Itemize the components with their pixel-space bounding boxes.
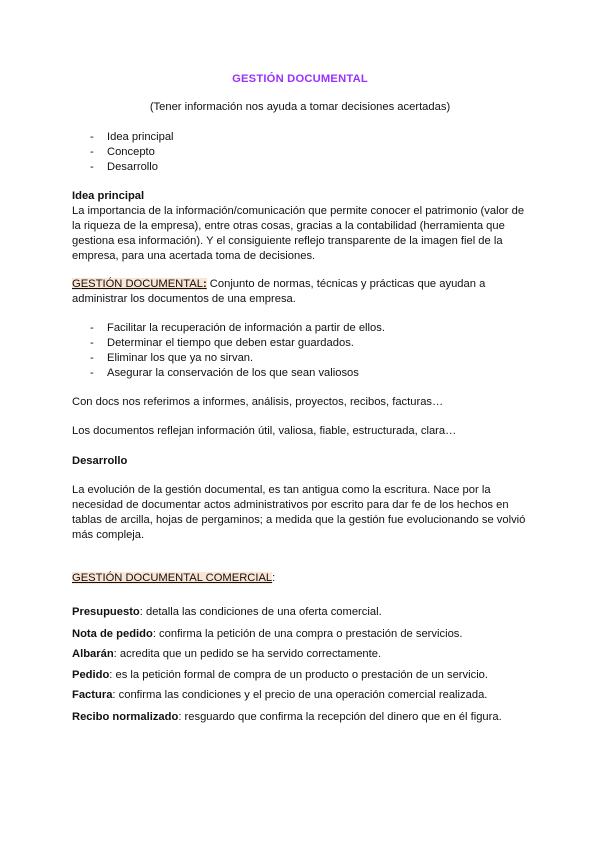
- definition-item: [72, 688, 542, 703]
- document-title: GESTIÓN DOCUMENTAL: [232, 73, 368, 85]
- definition-item: [72, 605, 542, 620]
- definition-term: Factura: [72, 689, 113, 701]
- definition-term: Nota de pedido: [72, 628, 153, 640]
- definition-desc: : acredita que un pedido se ha servido correctamente.: [113, 648, 382, 660]
- definition-desc: : confirma las condiciones y el precio de una operación comercial realizada.: [112, 689, 488, 701]
- development-heading: Desarrollo: [72, 455, 128, 467]
- definition-item: [72, 647, 542, 662]
- paragraph-line: empresa, para una acertada toma de decisiones.: [72, 250, 316, 262]
- paragraph-line: la riqueza de la empresa), entre otras cosas, gracias a la contabilidad (herramienta que: [72, 220, 505, 232]
- paragraph-line: gestiona esa información). Y el consiguiente reflejo transparente de la imagen fiel de la: [72, 235, 503, 247]
- highlighted-term: GESTIÓN DOCUMENTAL COMERCIAL: [72, 572, 273, 584]
- definition-desc: : es la petición formal de compra de un producto o prestación de un servicio.: [109, 669, 489, 681]
- outline-list: [90, 130, 174, 175]
- highlighted-term: GESTIÓN DOCUMENTAL: [72, 278, 203, 290]
- paragraph-line: necesidad de documentar actos administrativos por escrito para dar fe de los hechos en: [72, 499, 509, 511]
- paragraph-line: tablas de arcilla, hojas de pergaminos; a medida que la gestión fue evolucionando se volvió: [72, 514, 526, 526]
- list-item: - Facilitar la recuperación de información a partir de ellos.: [90, 321, 385, 336]
- definition-desc: : detalla las condiciones de una oferta comercial.: [139, 606, 382, 618]
- development-paragraph: [72, 483, 528, 543]
- definition-desc: : confirma la petición de una compra o prestación de servicios.: [152, 628, 463, 640]
- list-item: - Desarrollo: [90, 160, 174, 175]
- definition-term: Pedido: [72, 669, 110, 681]
- list-item: - Determinar el tiempo que deben estar guardados.: [90, 336, 385, 351]
- definition-term: Recibo normalizado: [72, 711, 179, 723]
- paragraph-line: La importancia de la información/comunicación que permite conocer el patrimonio (valor de: [72, 205, 525, 217]
- list-item: - Concepto: [90, 145, 174, 160]
- idea-section: [72, 189, 528, 264]
- list-item: - Asegurar la conservación de los que sean valiosos: [90, 366, 385, 381]
- paragraph-line: [72, 277, 528, 292]
- section-heading: Idea principal: [72, 190, 145, 202]
- paragraph-line: administrar los documentos de una empresa.: [72, 293, 296, 305]
- definition-item: [72, 627, 542, 642]
- document-subtitle: (Tener información nos ayuda a tomar decisiones acertadas): [149, 101, 451, 113]
- definition-item: [72, 668, 542, 683]
- paragraph-line: La evolución de la gestión documental, es tan antigua como la escritura. Nace por la: [72, 484, 491, 496]
- list-item: - Idea principal: [90, 130, 174, 145]
- reflect-line: Los documentos reflejan información útil, valiosa, fiable, estructurada, clara…: [72, 425, 457, 437]
- definition-term: Presupuesto: [72, 606, 140, 618]
- docs-line: Con docs nos referimos a informes, análisis, proyectos, recibos, facturas…: [72, 396, 444, 408]
- concept-paragraph: [72, 277, 528, 307]
- concept-bullets: [90, 321, 385, 381]
- term-colon: :: [202, 278, 207, 290]
- definition-text: Conjunto de normas, técnicas y prácticas que ayudan a: [206, 278, 486, 290]
- commercial-heading: [72, 571, 528, 586]
- heading-colon: :: [272, 572, 276, 584]
- definition-term: Albarán: [72, 648, 114, 660]
- definition-item: [72, 710, 542, 725]
- definition-desc: : resguardo que confirma la recepción del dinero que en él figura.: [178, 711, 502, 723]
- paragraph-line: más compleja.: [72, 529, 145, 541]
- list-item: - Eliminar los que ya no sirvan.: [90, 351, 385, 366]
